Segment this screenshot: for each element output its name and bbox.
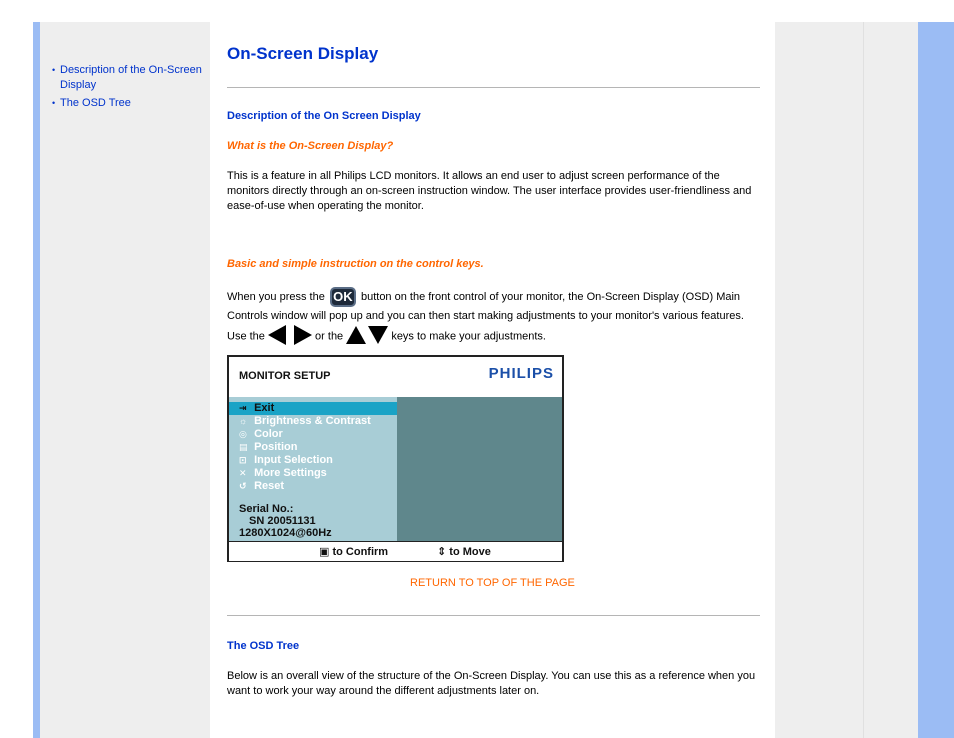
- instruction-line-3: [227, 325, 546, 348]
- subheading-control-keys: Basic and simple instruction on the control keys.: [227, 258, 484, 270]
- osd-confirm-hint: ▣ to Confirm: [319, 546, 389, 558]
- section-heading-description: Description of the On Screen Display: [227, 110, 421, 122]
- menu-key-icon: ▣: [319, 546, 330, 558]
- left-border-stripe: [33, 22, 40, 738]
- tools-icon: ✕: [239, 468, 247, 478]
- up-down-key-icon: ⇕: [437, 546, 447, 558]
- osd-move-hint: ⇕ to Move: [437, 546, 491, 558]
- philips-logo: PHILIPS: [488, 365, 554, 382]
- sidebar-link-description[interactable]: Description of the On-Screen Display: [60, 64, 202, 91]
- right-border-stripe: [918, 22, 954, 738]
- input-icon: ⊡: [239, 455, 247, 465]
- osd-footer: [229, 541, 562, 561]
- brightness-icon: ☼: [239, 416, 248, 426]
- osd-item-input-selection: ⊡ Input Selection: [239, 454, 333, 466]
- serial-label: Serial No.:: [239, 503, 294, 515]
- reset-icon: ↺: [239, 481, 247, 491]
- sidebar-item-osd-tree: [52, 96, 207, 111]
- section-heading-osd-tree: The OSD Tree: [227, 640, 300, 652]
- osd-item-exit: ⇥ Exit: [229, 402, 397, 415]
- instruction-text: When you press the: [227, 290, 325, 303]
- osd-item-brightness: ☼ Brightness & Contrast: [239, 415, 371, 427]
- osd-item-reset: ↺ Reset: [239, 480, 285, 492]
- right-panel: [775, 22, 863, 738]
- return-to-top-link[interactable]: RETURN TO TOP OF THE PAGE: [410, 577, 575, 589]
- page-title: On-Screen Display: [227, 44, 379, 63]
- instruction-text: Use the: [227, 330, 265, 343]
- up-down-arrow-icon: [346, 326, 388, 347]
- instruction-text: button on the front control of your monitor, the On-Screen Display (OSD) Main: [360, 290, 741, 303]
- left-sidebar: [40, 22, 210, 738]
- instruction-line-1: [227, 287, 740, 307]
- sidebar-item-description: [52, 63, 207, 93]
- left-right-arrow-icon: [268, 325, 312, 348]
- osd-item-color: ◎ Color: [239, 428, 283, 440]
- right-panel-narrow: [863, 22, 919, 738]
- osd-screenshot: [227, 355, 564, 562]
- osd-title: MONITOR SETUP: [239, 370, 331, 382]
- serial-value: SN 20051131: [249, 515, 316, 527]
- sidebar-link-osd-tree[interactable]: The OSD Tree: [60, 97, 131, 109]
- exit-icon: ⇥: [239, 403, 247, 413]
- paragraph-osd-description: This is a feature in all Philips LCD monitors. It allows an end user to adjust screen performance of the monitors directly through an on-screen instruction window. The user interface provides user-friendliness and ease-of-use when operating the monitor.: [227, 170, 752, 212]
- position-icon: ▤: [239, 442, 248, 452]
- divider: [227, 87, 760, 88]
- resolution-value: 1280X1024@60Hz: [239, 527, 332, 539]
- divider: [227, 615, 760, 616]
- osd-header: [229, 357, 562, 397]
- instruction-text: or the: [315, 330, 344, 343]
- color-icon: ◎: [239, 429, 247, 439]
- instruction-line-2: Controls window will pop up and you can then start making adjustments to your monitor's various features.: [227, 310, 744, 322]
- subheading-what-is-osd: What is the On-Screen Display?: [227, 140, 394, 152]
- osd-menu: [229, 397, 397, 541]
- instruction-text: keys to make your adjustments.: [391, 330, 546, 343]
- osd-item-position: ▤ Position: [239, 441, 298, 453]
- ok-button-icon: OK: [330, 287, 356, 307]
- osd-serial-info: [239, 503, 332, 539]
- osd-item-more-settings: ✕ More Settings: [239, 467, 327, 479]
- osd-preview-panel: [397, 397, 562, 541]
- sidebar-nav: [52, 63, 207, 114]
- paragraph-osd-tree: Below is an overall view of the structure of the On-Screen Display. You can use this as a reference when you want to work your way around the different adjustments later on.: [227, 670, 756, 697]
